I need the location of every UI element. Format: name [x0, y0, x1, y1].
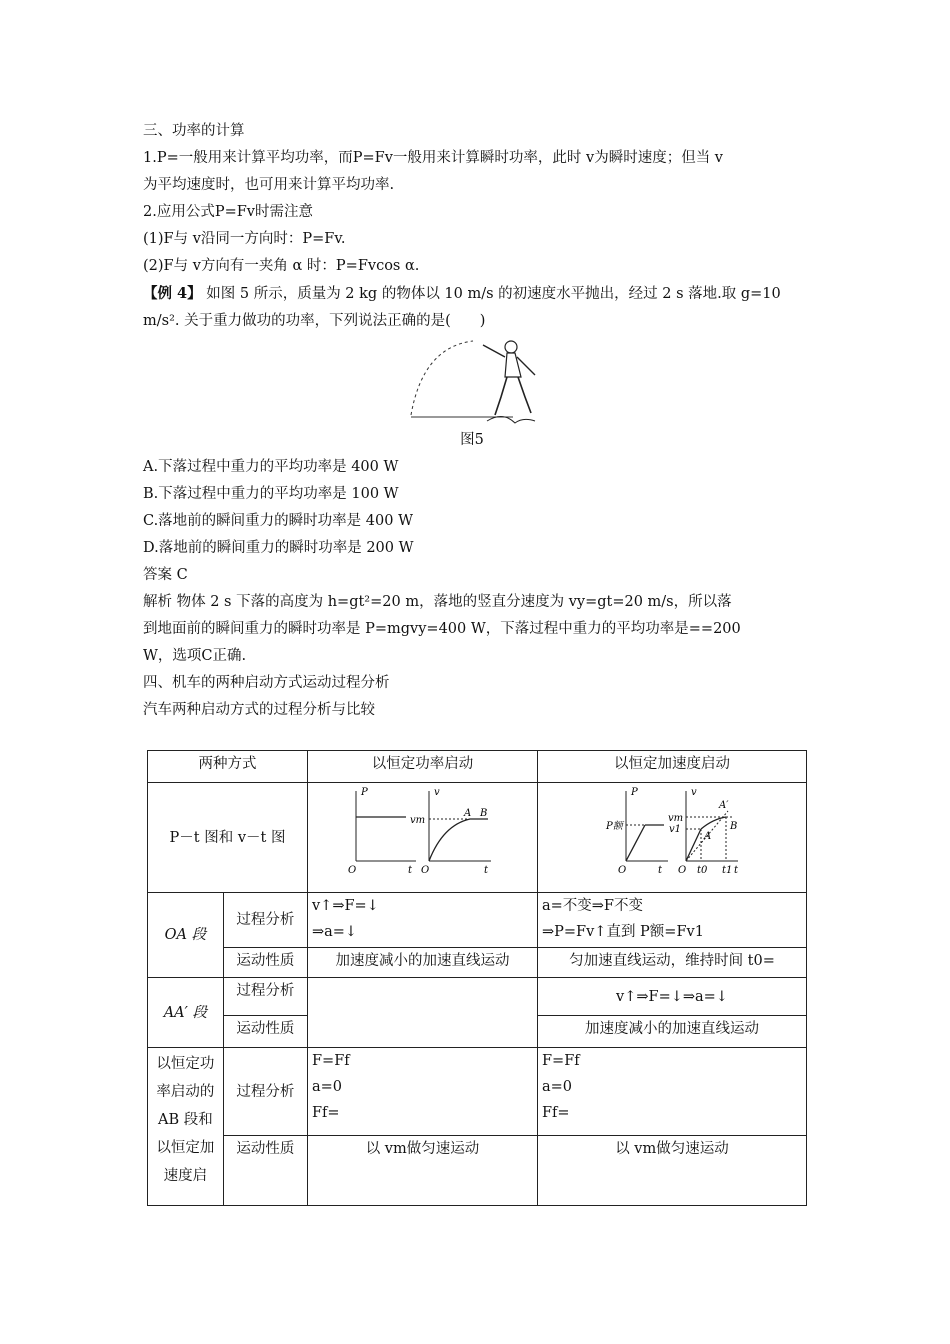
ab-label: 以恒定功率启动的 AB 段和以恒定加速度启	[148, 1048, 224, 1206]
section4-subheading: 汽车两种启动方式的过程分析与比较	[143, 702, 375, 718]
oa-nature-label: 运动性质	[223, 948, 307, 978]
document-page	[143, 118, 815, 724]
oa-power-process-2: ⇒a=↓	[311, 924, 358, 940]
figure-caption: 图5	[460, 432, 484, 448]
oa-process-label: 过程分析	[223, 893, 307, 948]
ab-power-process	[307, 1048, 537, 1136]
section4-heading: 四、机车的两种启动方式运动过程分析	[143, 675, 390, 691]
example4-line2: m/s². 关于重力做功的功率，下列说法正确的是( )	[143, 313, 486, 329]
option-a: A.下落过程中重力的平均功率是 400 W	[143, 459, 399, 475]
aa-process-row	[148, 978, 807, 1016]
aa-accel-process: v↑⇒F=↓⇒a=↓	[537, 978, 806, 1016]
option-c: C.落地前的瞬间重力的瞬时功率是 400 W	[143, 513, 413, 529]
aa-label: AA′ 段	[148, 978, 224, 1048]
oa-accel-process-2: ⇒P=Fv↑直到 P额=Fv1	[541, 924, 704, 940]
point-a-prime-label: A′	[718, 800, 729, 811]
t1-label: t1	[721, 865, 733, 876]
oa-accel-process-1: a=不变⇒F不变	[541, 898, 643, 914]
section3-item1-line2: 为平均速度时，也可用来计算平均功率.	[143, 177, 395, 193]
vm-label-2: vm	[667, 813, 684, 824]
v-axis-label-2: v	[690, 787, 697, 798]
analysis-line1: 解析 物体 2 s 下落的高度为 h=gt²=20 m，落地的竖直分速度为 vy=gt=20 m/s，所以落	[143, 594, 732, 610]
oa-power-nature: 加速度减小的加速直线运动	[307, 948, 537, 978]
oa-power-process	[307, 893, 537, 948]
section3-heading: 三、功率的计算	[143, 123, 245, 139]
constant-power-graphs	[308, 783, 537, 883]
t-axis-label: t	[407, 865, 413, 876]
t-axis-label-2: t	[483, 865, 489, 876]
origin-label-2: O	[420, 865, 430, 876]
origin-label: O	[347, 865, 357, 876]
point-a-label: A	[463, 808, 472, 819]
aa-nature-label: 运动性质	[223, 1016, 307, 1048]
table-header-row	[148, 751, 807, 783]
section3-item2: 2.应用公式P=Fv时需注意	[143, 204, 313, 220]
comparison-table	[147, 750, 807, 1206]
analysis-line3: W，选项C正确.	[143, 648, 247, 664]
p-axis-label-2: P	[630, 787, 638, 798]
ab-power-process-2: a=0	[311, 1079, 343, 1095]
ab-nature-row	[148, 1136, 807, 1206]
graph-row	[148, 783, 807, 893]
figure-5	[143, 337, 815, 427]
oa-process-row	[148, 893, 807, 948]
projectile-illustration	[143, 337, 815, 427]
power-graphs-cell	[307, 783, 537, 893]
t0-label: t0	[696, 865, 708, 876]
header-constant-power: 以恒定功率启动	[307, 751, 537, 783]
v1-label: v1	[668, 824, 681, 835]
aa-process-label: 过程分析	[223, 978, 307, 1016]
example-label: 【例 4】	[143, 285, 202, 302]
example4-line1	[143, 280, 815, 308]
t-axis-label-4: t	[733, 865, 739, 876]
ab-power-process-3: Ff=	[311, 1105, 340, 1121]
graph-row-label: P－t 图和 v－t 图	[148, 783, 308, 893]
ab-accel-process	[537, 1048, 806, 1136]
constant-accel-graphs	[538, 783, 806, 883]
answer: 答案 C	[143, 567, 188, 583]
origin-label-3: O	[617, 865, 627, 876]
section3-item2-a: (1)F与 v沿同一方向时：P=Fv.	[143, 231, 346, 247]
ab-process-label: 过程分析	[223, 1048, 307, 1136]
header-constant-accel: 以恒定加速度启动	[537, 751, 806, 783]
ab-accel-process-1: F=Ff	[541, 1053, 580, 1069]
ab-power-nature: 以 vm做匀速运动	[307, 1136, 537, 1206]
p-rated-label: P额	[605, 821, 623, 832]
accel-graphs-cell	[537, 783, 806, 893]
t-axis-label-3: t	[657, 865, 663, 876]
section3-item1-line1: 1.P=一般用来计算平均功率，而P=Fv一般用来计算瞬时功率，此时 v为瞬时速度；但当 v	[143, 150, 723, 166]
section3-item2-b: (2)F与 v方向有一夹角 α 时：P=Fvcos α.	[143, 258, 420, 274]
oa-accel-process	[537, 893, 806, 948]
oa-nature-row	[148, 948, 807, 978]
option-b: B.下落过程中重力的平均功率是 100 W	[143, 486, 399, 502]
p-axis-label: P	[360, 787, 368, 798]
oa-label: OA 段	[148, 893, 224, 978]
oa-power-process-1: v↑⇒F=↓	[311, 898, 379, 914]
analysis-line2: 到地面前的瞬间重力的瞬时功率是 P=mgvy=400 W，下落过程中重力的平均功率是==200	[143, 621, 741, 637]
ab-power-process-1: F=Ff	[311, 1053, 350, 1069]
point-a-label-2: A	[703, 831, 712, 842]
point-b-label-2: B	[729, 821, 738, 832]
ab-accel-nature: 以 vm做匀速运动	[537, 1136, 806, 1206]
ab-accel-process-2: a=0	[541, 1079, 573, 1095]
ab-process-row	[148, 1048, 807, 1136]
option-d: D.落地前的瞬间重力的瞬时功率是 200 W	[143, 540, 414, 556]
header-mode: 两种方式	[148, 751, 308, 783]
oa-accel-nature: 匀加速直线运动，维持时间 t0=	[537, 948, 806, 978]
ab-nature-label: 运动性质	[223, 1136, 307, 1206]
ab-accel-process-3: Ff=	[541, 1105, 570, 1121]
point-b-label: B	[479, 808, 488, 819]
aa-accel-nature: 加速度减小的加速直线运动	[537, 1016, 806, 1048]
aa-power-empty	[307, 978, 537, 1048]
example4-text1: 如图 5 所示，质量为 2 kg 的物体以 10 m/s 的初速度水平抛出，经过 2 s 落地.取 g=10	[201, 286, 781, 302]
origin-label-4: O	[677, 865, 687, 876]
vm-label: vm	[409, 815, 426, 826]
v-axis-label: v	[433, 787, 440, 798]
